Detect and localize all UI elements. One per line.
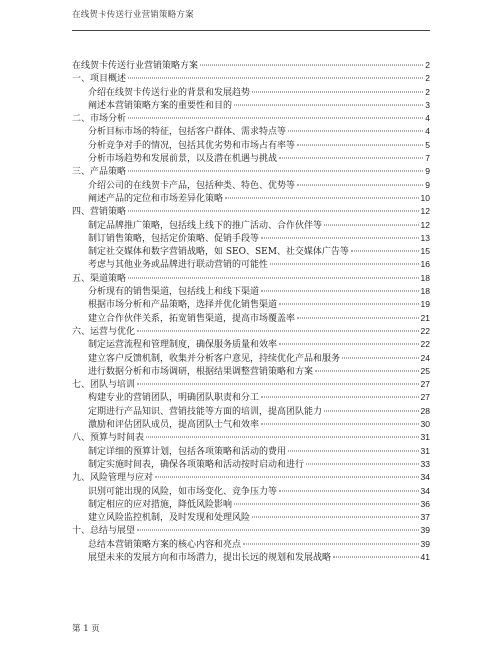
toc-page-number: 12 bbox=[420, 206, 430, 217]
page-header-title: 在线贺卡传送行业营销策略方案 bbox=[72, 10, 194, 20]
toc-section-entry[interactable] bbox=[72, 59, 430, 72]
toc-page-number: 22 bbox=[420, 325, 430, 336]
toc-section-entry[interactable] bbox=[72, 378, 430, 391]
toc-entry-title: 分析市场趋势和发展前景，以及潜在机遇与挑战 bbox=[88, 154, 278, 165]
toc-dot-leader bbox=[297, 144, 423, 145]
toc-entry-title: 进行数据分析和市场调研，根据结果调整营销策略和方案 bbox=[88, 366, 314, 377]
toc-subsection-entry[interactable] bbox=[72, 312, 430, 325]
toc-subsection-entry[interactable] bbox=[72, 179, 430, 192]
toc-page-number: 13 bbox=[420, 232, 430, 243]
toc-dot-leader bbox=[137, 384, 419, 385]
toc-page-number: 10 bbox=[420, 192, 430, 203]
toc-section-entry[interactable] bbox=[72, 524, 430, 537]
toc-entry-title: 分析目标市场的特征，包括客户群体、需求特点等 bbox=[88, 127, 287, 138]
toc-entry-title: 四、营销策略 bbox=[72, 207, 127, 218]
toc-subsection-entry[interactable] bbox=[72, 511, 430, 524]
toc-entry-title: 展望未来的发展方向和市场潜力，提出长远的规划和发展战略 bbox=[88, 552, 332, 563]
toc-entry-title: 构建专业的营销团队，明确团队职责和分工 bbox=[88, 393, 260, 404]
toc-page-number: 36 bbox=[420, 498, 430, 509]
toc-entry-title: 五、渠道策略 bbox=[72, 273, 127, 284]
toc-entry-title: 激励和评估团队成员，提高团队士气和效率 bbox=[88, 420, 260, 431]
toc-page-number: 7 bbox=[425, 153, 430, 164]
toc-entry-title: 制定社交媒体和数字营销战略，如 SEO、SEM、社交媒体广告等 bbox=[88, 247, 349, 258]
toc-dot-leader bbox=[243, 543, 419, 544]
toc-page-number: 4 bbox=[425, 113, 430, 124]
toc-entry-title: 二、市场分析 bbox=[72, 114, 127, 125]
toc-entry-title: 六、运营与优化 bbox=[72, 326, 136, 337]
toc-dot-leader bbox=[279, 304, 419, 305]
toc-dot-leader bbox=[155, 477, 419, 478]
toc-page-number: 34 bbox=[420, 472, 430, 483]
toc-subsection-entry[interactable] bbox=[72, 338, 430, 351]
toc-dot-leader bbox=[128, 118, 423, 119]
toc-subsection-entry[interactable] bbox=[72, 152, 430, 165]
toc-page-number: 3 bbox=[425, 99, 430, 110]
toc-page-number: 30 bbox=[420, 419, 430, 430]
toc-subsection-entry[interactable] bbox=[72, 551, 430, 564]
toc-page-number: 22 bbox=[420, 339, 430, 350]
toc-subsection-entry[interactable] bbox=[72, 391, 430, 404]
toc-section-entry[interactable] bbox=[72, 72, 430, 85]
toc-dot-leader bbox=[137, 330, 419, 331]
table-of-contents bbox=[72, 59, 430, 564]
toc-subsection-entry[interactable] bbox=[72, 232, 430, 245]
toc-page-number: 39 bbox=[420, 538, 430, 549]
toc-subsection-entry[interactable] bbox=[72, 245, 430, 258]
toc-dot-leader bbox=[279, 490, 419, 491]
toc-section-entry[interactable] bbox=[72, 165, 430, 178]
toc-entry-title: 总结本营销策略方案的核心内容和亮点 bbox=[88, 539, 242, 550]
toc-dot-leader bbox=[234, 503, 419, 504]
toc-dot-leader bbox=[146, 437, 419, 438]
header-divider bbox=[72, 30, 430, 31]
toc-subsection-entry[interactable] bbox=[72, 192, 430, 205]
toc-page-number: 19 bbox=[420, 299, 430, 310]
toc-subsection-entry[interactable] bbox=[72, 285, 430, 298]
toc-dot-leader bbox=[261, 424, 419, 425]
toc-page-number: 31 bbox=[420, 445, 430, 456]
toc-dot-leader bbox=[279, 344, 419, 345]
toc-section-entry[interactable] bbox=[72, 112, 430, 125]
toc-entry-title: 识别可能出现的风险，如市场变化、竞争压力等 bbox=[88, 486, 278, 497]
toc-subsection-entry[interactable] bbox=[72, 405, 430, 418]
toc-dot-leader bbox=[315, 370, 419, 371]
toc-entry-title: 制定实施时间表，确保各项策略和活动按时启动和进行 bbox=[88, 459, 305, 470]
toc-dot-leader bbox=[225, 197, 419, 198]
toc-dot-leader bbox=[324, 224, 419, 225]
toc-page-number: 18 bbox=[420, 272, 430, 283]
toc-dot-leader bbox=[270, 264, 419, 265]
toc-entry-title: 介绍在线贺卡传送行业的背景和发展趋势 bbox=[88, 87, 251, 98]
toc-subsection-entry[interactable] bbox=[72, 139, 430, 152]
toc-dot-leader bbox=[279, 158, 423, 159]
page-number-footer: 第 1 页 bbox=[72, 624, 100, 634]
toc-page-number: 37 bbox=[420, 512, 430, 523]
toc-section-entry[interactable] bbox=[72, 325, 430, 338]
toc-subsection-entry[interactable] bbox=[72, 365, 430, 378]
toc-entry-title: 阐述产品的定位和市场差异化策略 bbox=[88, 193, 224, 204]
toc-page-number: 18 bbox=[420, 286, 430, 297]
toc-entry-title: 八、预算与时间表 bbox=[72, 433, 145, 444]
toc-dot-leader bbox=[261, 397, 419, 398]
toc-entry-title: 建立合作伙伴关系，拓宽销售渠道，提高市场覆盖率 bbox=[88, 313, 296, 324]
toc-dot-leader bbox=[261, 291, 419, 292]
toc-page-number: 25 bbox=[420, 365, 430, 376]
toc-page-number: 2 bbox=[425, 86, 430, 97]
toc-page-number: 41 bbox=[420, 551, 430, 562]
toc-dot-leader bbox=[288, 131, 423, 132]
toc-entry-title: 三、产品策略 bbox=[72, 167, 127, 178]
toc-page-number: 5 bbox=[425, 139, 430, 150]
toc-dot-leader bbox=[252, 91, 423, 92]
toc-dot-leader bbox=[342, 357, 419, 358]
toc-entry-title: 制订销售策略，包括定价策略、促销手段等 bbox=[88, 233, 260, 244]
toc-page-number: 2 bbox=[425, 60, 430, 70]
toc-dot-leader bbox=[351, 251, 419, 252]
toc-entry-title: 考虑与其他业务或品牌进行联动营销的可能性 bbox=[88, 260, 269, 271]
toc-subsection-entry[interactable] bbox=[72, 538, 430, 551]
toc-subsection-entry[interactable] bbox=[72, 125, 430, 138]
toc-section-entry[interactable] bbox=[72, 431, 430, 444]
toc-entry-title: 建立风险监控机制，及时发现和处理风险 bbox=[88, 513, 251, 524]
toc-entry-title: 制定详细的预算计划，包括各项策略和活动的费用 bbox=[88, 446, 287, 457]
toc-page-number: 16 bbox=[420, 259, 430, 270]
toc-dot-leader bbox=[137, 530, 419, 531]
toc-dot-leader bbox=[297, 317, 419, 318]
toc-page-number: 33 bbox=[420, 458, 430, 469]
toc-entry-title: 在线贺卡传送行业营销策略方案 bbox=[72, 61, 199, 71]
toc-dot-leader bbox=[333, 556, 419, 557]
toc-page-number: 2 bbox=[425, 73, 430, 84]
toc-dot-leader bbox=[128, 78, 423, 79]
toc-entry-title: 制定相应的应对措施，降低风险影响 bbox=[88, 499, 233, 510]
toc-dot-leader bbox=[261, 237, 419, 238]
toc-entry-title: 七、团队与培训 bbox=[72, 380, 136, 391]
toc-entry-title: 根据市场分析和产品策略，选择并优化销售渠道 bbox=[88, 300, 278, 311]
toc-dot-leader bbox=[297, 184, 423, 185]
toc-dot-leader bbox=[200, 65, 423, 66]
toc-entry-title: 介绍公司的在线贺卡产品，包括种类、特色、优势等 bbox=[88, 180, 296, 191]
toc-entry-title: 制定品牌推广策略，包括线上线下的推广活动、合作伙伴等 bbox=[88, 220, 323, 231]
toc-dot-leader bbox=[252, 517, 419, 518]
toc-entry-title: 十、总结与展望 bbox=[72, 526, 136, 537]
toc-dot-leader bbox=[234, 104, 423, 105]
toc-dot-leader bbox=[128, 171, 423, 172]
toc-entry-title: 一、项目概述 bbox=[72, 74, 127, 85]
toc-entry-title: 分析竞争对手的情况，包括其优劣势和市场占有率等 bbox=[88, 140, 296, 151]
toc-entry-title: 分析现有的销售渠道，包括线上和线下渠道 bbox=[88, 287, 260, 298]
toc-subsection-entry[interactable] bbox=[72, 99, 430, 112]
toc-page-number: 4 bbox=[425, 126, 430, 137]
toc-entry-title: 九、风险管理与应对 bbox=[72, 473, 154, 484]
toc-page-number: 31 bbox=[420, 432, 430, 443]
toc-page-number: 21 bbox=[420, 312, 430, 323]
toc-section-entry[interactable] bbox=[72, 272, 430, 285]
toc-page-number: 9 bbox=[425, 179, 430, 190]
toc-subsection-entry[interactable] bbox=[72, 352, 430, 365]
toc-dot-leader bbox=[128, 277, 419, 278]
toc-page-number: 15 bbox=[420, 246, 430, 257]
toc-page-number: 27 bbox=[420, 379, 430, 390]
toc-page-number: 39 bbox=[420, 525, 430, 536]
toc-subsection-entry[interactable] bbox=[72, 458, 430, 471]
toc-subsection-entry[interactable] bbox=[72, 498, 430, 511]
toc-dot-leader bbox=[324, 410, 419, 411]
toc-page-number: 12 bbox=[420, 219, 430, 230]
toc-page-number: 9 bbox=[425, 166, 430, 177]
toc-subsection-entry[interactable] bbox=[72, 485, 430, 498]
toc-section-entry[interactable] bbox=[72, 205, 430, 218]
toc-dot-leader bbox=[306, 463, 419, 464]
toc-subsection-entry[interactable] bbox=[72, 258, 430, 271]
toc-page-number: 24 bbox=[420, 352, 430, 363]
toc-entry-title: 建立客户反馈机制，收集并分析客户意见，持续优化产品和服务 bbox=[88, 353, 341, 364]
toc-dot-leader bbox=[128, 211, 419, 212]
toc-dot-leader bbox=[288, 450, 419, 451]
toc-page-number: 27 bbox=[420, 392, 430, 403]
toc-page-number: 28 bbox=[420, 405, 430, 416]
toc-page-number: 34 bbox=[420, 485, 430, 496]
toc-entry-title: 制定运营流程和管理制度，确保服务质量和效率 bbox=[88, 340, 278, 351]
toc-section-entry[interactable] bbox=[72, 471, 430, 484]
toc-subsection-entry[interactable] bbox=[72, 298, 430, 311]
toc-subsection-entry[interactable] bbox=[72, 86, 430, 99]
toc-subsection-entry[interactable] bbox=[72, 445, 430, 458]
toc-subsection-entry[interactable] bbox=[72, 219, 430, 232]
toc-entry-title: 阐述本营销策略方案的重要性和目的 bbox=[88, 100, 233, 111]
toc-subsection-entry[interactable] bbox=[72, 418, 430, 431]
toc-entry-title: 定期进行产品知识、营销技能等方面的培训，提高团队能力 bbox=[88, 406, 323, 417]
